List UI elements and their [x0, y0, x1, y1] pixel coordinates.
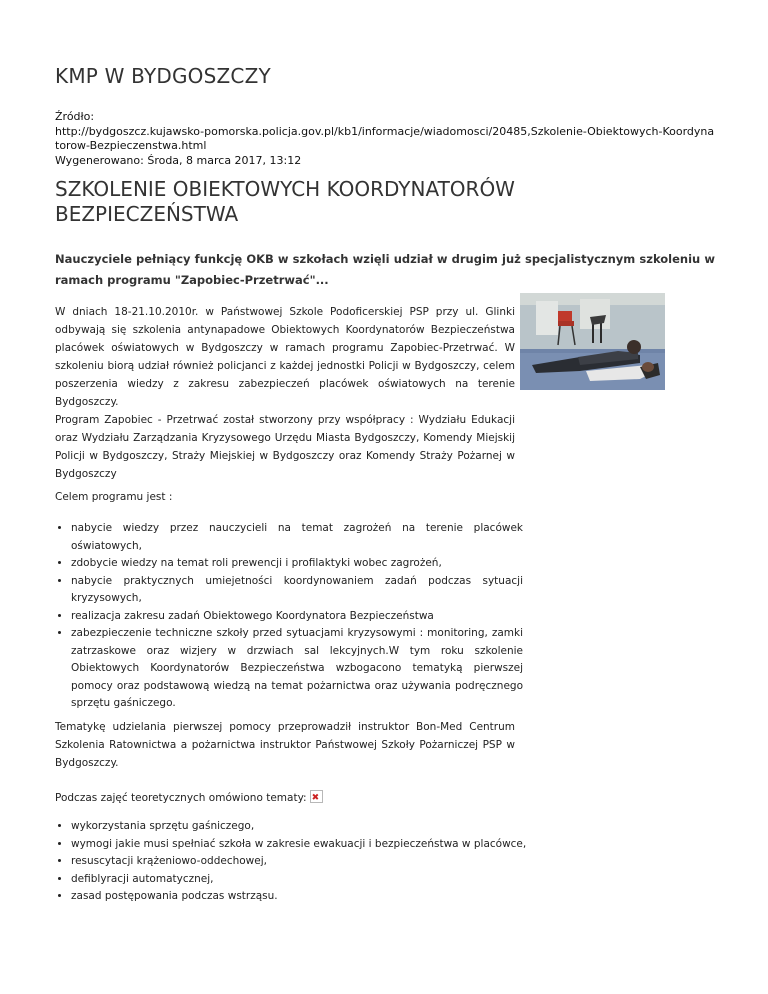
- list-item: • wymogi jakie musi spełniać szkoła w zakresie ewakuacji i bezpieczeństwa w placówce,: [71, 836, 631, 854]
- article-body: [55, 303, 515, 483]
- article-title: SZKOLENIE OBIEKTOWYCH KOORDYNATORÓW BEZPIECZEŃSTWA: [55, 177, 515, 226]
- topics-intro-line: [55, 789, 323, 807]
- source-meta: [55, 110, 715, 168]
- topics-intro: Podczas zajęć teoretycznych omówiono tematy:: [55, 792, 307, 804]
- article-paragraph: W dniach 18-21.10.2010r. w Państwowej Szkole Podoficerskiej PSP przy ul. Glinki odbywają się szkolenia antynapadowe Obiektowych Koordynatorów Bezpieczeństwa placówek oświatowych w Bydgoszczy w ramach programu Zapobiec-Przetrwać. W szkoleniu biorą udział również policjanci z każdej jednostki Policji w Bydgoszczy, celem poszerzenia wiedzy z zakresu zabezpieczeń placówek oświatowych na terenie Bydgoszczy.: [55, 306, 515, 408]
- goals-list: [55, 520, 523, 713]
- broken-image-icon: [310, 790, 323, 803]
- source-url: http://bydgoszcz.kujawsko-pomorska.policja.gov.pl/kb1/informacje/wiadomosci/20485,Szkolenie-Obiektowych-Koordynatorow-Bezpieczenstwa.html: [55, 124, 715, 152]
- list-item: • resuscytacji krążeniowo-oddechowej,: [71, 853, 631, 871]
- list-item: • zabezpieczenie techniczne szkoły przed sytuacjami kryzysowymi : monitoring, zamki zatrzaskowe oraz wizjery w drzwiach sal lekcyjnych.W tym roku szkolenie Obiektowych Koordynatorów Bezpieczeństwa wzbogacono tematyką pierwszej pomocy oraz podstawową wiedzą na temat pożarnictwa oraz używania podręcznego sprzętu gaśniczego.: [71, 625, 523, 713]
- training-photo: [520, 293, 665, 390]
- list-item: • wykorzystania sprzętu gaśniczego,: [71, 818, 631, 836]
- generated-date: Wygenerowano: Środa, 8 marca 2017, 13:12: [55, 153, 302, 167]
- list-item: • realizacja zakresu zadań Obiektowego Koordynatora Bezpieczeństwa: [71, 608, 523, 626]
- article-paragraph: Program Zapobiec - Przetrwać został stworzony przy współpracy : Wydziału Edukacji oraz Wydziału Zarządzania Kryzysowego Urzędu Miasta Bydgoszczy, Komendy Miejskij Policji w Bydgoszczy, Straży Miejskiej w Bydgoszczy oraz Komendy Straży Pożarnej w Bydgoszczy: [55, 414, 515, 480]
- training-paragraph: Tematykę udzielania pierwszej pomocy przeprowadził instruktor Bon-Med Centrum Szkolenia Ratownictwa a pożarnictwa instruktor Państwowej Szkoły Pożarniczej PSP w Bydgoszczy.: [55, 721, 515, 769]
- source-label: Źródło:: [55, 110, 95, 123]
- site-title: KMP W BYDGOSZCZY: [55, 64, 271, 88]
- list-item: • zasad postępowania podczas wstrząsu.: [71, 888, 631, 906]
- list-item: • defiblyracji automatycznej,: [71, 871, 631, 889]
- list-item: • nabycie praktycznych umiejetności koordynowaniem zadań podczas sytuacji kryzysowych,: [71, 573, 523, 608]
- goals-intro: Celem programu jest :: [55, 491, 173, 503]
- list-item: • zdobycie wiedzy na temat roli prewencji i profilaktyki wobec zagrożeń,: [71, 555, 523, 573]
- list-item: • nabycie wiedzy przez nauczycieli na temat zagrożeń na terenie placówek oświatowych,: [71, 520, 523, 555]
- article-lead: Nauczyciele pełniący funkcję OKB w szkołach wzięli udział w drugim już specjalistycznym szkoleniu w ramach programu "Zapobiec-Przetrwać"...: [55, 252, 715, 287]
- topics-list: [55, 818, 631, 906]
